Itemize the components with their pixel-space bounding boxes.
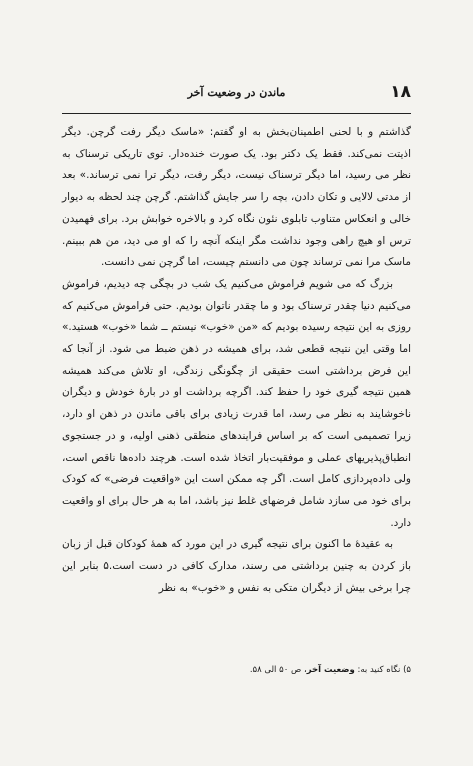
running-title: ماندن در وضعیت آخر xyxy=(187,86,286,99)
footnote-prefix: ۵) نگاه کنید به: xyxy=(354,665,411,675)
paragraph: گذاشتم و با لحنی اطمینان‌بخش به او گفتم: «ماسک دیگر رفت گرچن. دیگر اذیتت نمی‌کند. فقط یک دکتر بود. یک صورت خنده‌دار. توی تاریکی ترسناک به نظر می رسید، اما دیگر ترسناک نیست، دیگر رفت، دیگر ترا نمی ترساند.» بعد از مدتی لالایی و تکان دادن، بچه را سر جایش گذاشتم. گرچن چند لحظه به دیوار خالی و انعکاس متناوب تابلوی نئون نگاه کرد و بالاخره خوابش برد. برای فهمیدن ترس او هیچ راهی وجود نداشت مگر اینکه آنچه را که او می دید، من هم ببینم. ماسک مرا نمی ترساند چون می دانستم چیست، اما گرچن نمی دانست. xyxy=(62,126,411,269)
header-rule xyxy=(62,113,411,114)
page-number: ۱۸ xyxy=(390,82,411,102)
footnote-suffix: ، ص ۵۰ الی ۵۸. xyxy=(249,665,307,675)
footnote-book-title: وضعیت آخر xyxy=(306,665,355,675)
paragraph: به عقیدهٔ ما اکنون برای نتیجه گیری در این مورد که همهٔ کودکان قبل از زبان باز کردن به چنین برداشتی می رسند، مدارک کافی در دست است.۵ بنابر این چرا برخی بیش از دیگران متکی به نفس و «خوب» به نظر xyxy=(62,538,411,594)
paragraph: بزرگ که می شویم فراموش می‌کنیم یک شب در بچگی چه دیدیم، فراموش می‌کنیم دنیا چقدر ترسناک بود و ما چقدر ناتوان بودیم. حتی فراموش می‌کنیم که روزی به این نتیجه رسیده بودیم که «من «خوب» نیستم ــ شما «خوب» هستید.» اما وقتی این نتیجه قطعی شد، برای همیشه در ذهن ضبط می شود. از آنجا که این فرض برداشتی است حقیقی از چگونگی زندگی، او تلاش می‌کند همیشه همین نتیجه گیری خود را حفظ کند. اگرچه برداشت او در بارهٔ خودش و دیگران ناخوشایند به نظر می رسد، اما قدرت زیادی برای باقی ماندن در ذهن او دارد، زیرا تصمیمی است که بر اساس فرایندهای منطقی ذهنی اولیه، و در جستجوی انطباق‌پذیریهای عملی و موفقیت‌بار اتخاذ شده است. هرچند داده‌ها ناقص است، ولی داده‌پردازی کامل است. اگر چه ممکن است این «واقعیت فرضی» که کودک برای خود می سازد شامل فرضهای غلط نیز باشد، اما به هر حال برای او واقعیت دارد. xyxy=(62,277,411,529)
footnote xyxy=(62,663,411,677)
body-text xyxy=(62,122,411,599)
page-header xyxy=(62,84,411,108)
